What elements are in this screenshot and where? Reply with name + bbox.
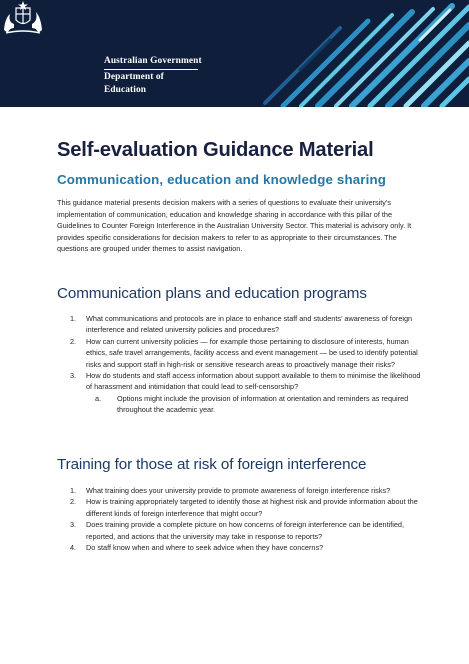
- government-name: [104, 55, 202, 97]
- list-item: [57, 485, 423, 496]
- list-item: [57, 370, 423, 416]
- question-text: What training does your university provide to promote awareness of foreign interference risks?: [86, 486, 391, 495]
- commonwealth-coat-of-arms-icon: [0, 0, 46, 36]
- list-number: 2.: [70, 336, 77, 346]
- question-text: What communications and protocols are in place to enhance staff and students’ awareness of foreign interference and related university policies and procedures?: [86, 314, 413, 335]
- question-text: How do students and staff access information about support available to them to minimise the likelihood of harassment and intimidation that could lead to self-censorship?: [86, 371, 421, 392]
- org-line-2: Department of Education: [104, 69, 198, 97]
- sub-list: [86, 393, 423, 416]
- page-subtitle: Communication, education and knowledge sharing: [57, 172, 387, 187]
- list-number: 1.: [70, 486, 77, 495]
- list-item: [57, 336, 423, 370]
- list-item: [57, 313, 423, 336]
- page-title: Self-evaluation Guidance Material: [57, 139, 374, 161]
- sub-list-item: [86, 393, 423, 416]
- question-list-training: [57, 485, 423, 553]
- list-item: [57, 519, 423, 542]
- list-item: [57, 542, 423, 553]
- question-text: How can current university policies — for example those pertaining to disclosure of interests, human ethics, safe travel arrangements, facility access and event management — be used to identify potential risks and support staff in high-risk or sensitive research areas to proactively manage their risks?: [86, 336, 418, 369]
- section-heading-training: Training for those at risk of foreign interference: [57, 456, 367, 473]
- question-text: How is training appropriately targeted to identify those at highest risk and provide information about the different kinds of foreign interference that might occur?: [86, 497, 418, 518]
- list-number: 4.: [70, 543, 77, 553]
- org-line-1: Australian Government: [104, 56, 202, 66]
- list-number: 2.: [70, 497, 77, 507]
- list-number: 3.: [70, 520, 77, 530]
- sub-question-text: Options might include the provision of information at orientation and reminders as required throughout the academic year.: [117, 393, 409, 415]
- header-banner: [0, 0, 469, 107]
- decorative-stripes: [0, 0, 469, 107]
- list-number: 3.: [70, 371, 77, 381]
- question-text: Does training provide a complete picture on how concerns of foreign interference can be identified, reported, and actions that the university may take in response to reports?: [86, 520, 405, 541]
- question-text: Do staff know when and where to seek advice when they have concerns?: [86, 543, 324, 553]
- list-number: 1.: [70, 314, 77, 323]
- sub-list-letter: a.: [95, 393, 102, 403]
- list-item: [57, 496, 423, 519]
- intro-paragraph: This guidance material presents decision makers with a series of questions to evaluate their university’s implementation of communication, education and knowledge sharing in accordance with this pillar of the Guidelines to Counter Foreign Interference in the Australian University Sector. This material is advisory only. It provides specific considerations for decision makers to refer to as appropriate to their circumstances. The questions are grouped under themes to assist navigation.: [57, 198, 412, 254]
- section-heading-communication: Communication plans and education programs: [57, 285, 367, 302]
- question-list-communication: [57, 313, 423, 416]
